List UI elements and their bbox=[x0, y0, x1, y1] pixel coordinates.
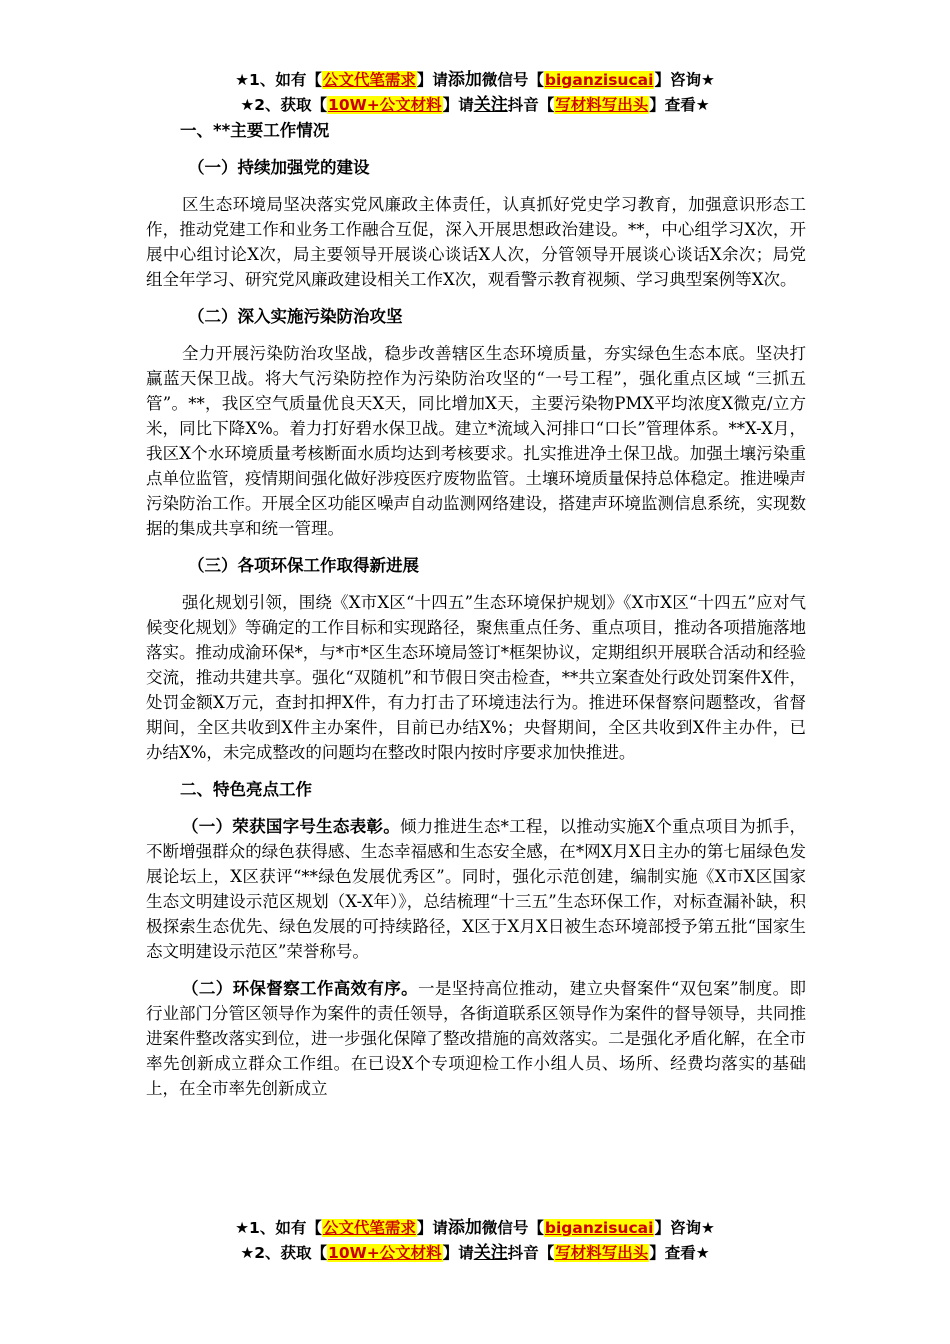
banner-text: 】查看★ bbox=[649, 1244, 710, 1262]
highlight-service: 公文代笔需求 bbox=[322, 71, 416, 89]
highlight-wechat-id: biganzisucai bbox=[544, 71, 654, 89]
banner-text: 抖音【 bbox=[507, 1244, 555, 1262]
banner-text: 抖音【 bbox=[507, 96, 555, 114]
banner-line-2 bbox=[0, 93, 950, 118]
paragraph-inspection bbox=[146, 976, 806, 1101]
highlight-douyin-id: 写材料写出头 bbox=[555, 1244, 649, 1262]
banner-text: 】请 bbox=[416, 71, 448, 89]
banner-text: 】请 bbox=[442, 1244, 474, 1262]
banner-text: 】咨询★ bbox=[654, 71, 715, 89]
banner-text: 添加 bbox=[447, 1218, 482, 1238]
header-banner bbox=[0, 68, 950, 118]
banner-text: 】咨询★ bbox=[654, 1219, 715, 1237]
heading-party-building: （一）持续加强党的建设 bbox=[188, 158, 370, 177]
footer-banner bbox=[0, 1216, 950, 1266]
highlight-douyin-id: 写材料写出头 bbox=[555, 96, 649, 114]
banner-text: ★1、如有【 bbox=[235, 1219, 322, 1237]
banner-text: ★2、获取【 bbox=[240, 1244, 328, 1262]
banner-text: 微信号【 bbox=[481, 1219, 544, 1237]
banner-text: ★2、获取【 bbox=[240, 96, 328, 114]
paragraph-pollution-control: 全力开展污染防治攻坚战，稳步改善辖区生态环境质量，夯实绿色生态本底。坚决打赢蓝天保卫战。将大气污染防控作为污染防治攻坚的“一号工程”，强化重点区域 “三抓五管”。**，我区空气质量优良天X天，同比增加X天，主要污染物PMX平均浓度X微克/立方米，同比下降X%。着力打好碧水保卫战。建立*流域入河排口“口长”管理体系。**X-X月，我区X个水环境质量考核断面水质均达到考核要求。扎实推进净土保卫战。加强土壤污染重点单位监管，疫情期间强化做好涉疫医疗废物监管。土壤环境质量保持总体稳定。推进噪声污染防治工作。开展全区功能区噪声自动监测网络建设，搭建声环境监测信息系统，实现数据的集成共享和统一管理。 bbox=[146, 344, 807, 538]
banner-line-2 bbox=[0, 1241, 950, 1266]
text-national-award: 倾力推进生态*工程，以推动实施X个重点项目为抓手，不断增强群众的绿色获得感、生态幸福感和生态安全感，在*网X月X日主办的第七届绿色发展论坛上，X区获评“**绿色发展优秀区”。同时，强化示范创建，编制实施《X市X区国家生态文明建设示范区规划（X-X年）》，总结梳理“十三五”生态环保工作，对标查漏补缺，积极探索生态优先、绿色发展的可持续路径，X区于X月X日被生态环境部授予第五批“国家生态文明建设示范区”荣誉称号。 bbox=[146, 817, 806, 961]
highlight-service: 公文代笔需求 bbox=[322, 1219, 416, 1237]
highlight-wechat-id: biganzisucai bbox=[544, 1219, 654, 1237]
text-inspection: 一是坚持高位推动，建立央督案件“双包案”制度。即行业部门分管区领导作为案件的责任领导，各街道联系区领导作为案件的督导领导，共同推进案件整改落实到位，进一步强化保障了整改措施的高效落实。二是强化矛盾化解，在全市率先创新成立群众工作组。在已设X个专项迎检工作小组人员、场所、经费均落实的基础上，在全市率先创新成立 bbox=[146, 979, 806, 1098]
highlight-materials: 10W+公文材料 bbox=[328, 96, 442, 114]
banner-text: 添加 bbox=[447, 70, 482, 90]
banner-text: 关注 bbox=[473, 1243, 508, 1263]
banner-text: 】请 bbox=[442, 96, 474, 114]
banner-line-1 bbox=[0, 68, 950, 93]
lead-inspection: （二）环保督察工作高效有序。 bbox=[182, 979, 418, 998]
document-body bbox=[146, 118, 806, 1113]
highlight-materials: 10W+公文材料 bbox=[328, 1244, 442, 1262]
banner-text: 】查看★ bbox=[649, 96, 710, 114]
heading-main-work: 一、**主要工作情况 bbox=[180, 121, 330, 140]
paragraph-national-award bbox=[146, 814, 806, 964]
lead-national-award: （一）荣获国字号生态表彰。 bbox=[182, 817, 401, 836]
banner-text: 关注 bbox=[473, 95, 508, 115]
banner-text: 】请 bbox=[416, 1219, 448, 1237]
heading-pollution-control: （二）深入实施污染防治攻坚 bbox=[188, 307, 403, 326]
paragraph-party-building: 区生态环境局坚决落实党风廉政主体责任，认真抓好党史学习教育，加强意识形态工作，推动党建工作和业务工作融合互促，深入开展思想政治建设。**，中心组学习X次，开展中心组讨论X次，局主要领导开展谈心谈话X人次，分管领导开展谈心谈话X余次；局党组全年学习、研究党风廉政建设相关工作X次，观看警示教育视频、学习典型案例等X次。 bbox=[146, 195, 806, 289]
heading-highlights: 二、特色亮点工作 bbox=[180, 780, 312, 799]
paragraph-env-progress: 强化规划引领，围绕《X市X区“十四五”生态环境保护规划》《X市X区“十四五”应对气候变化规划》等确定的工作目标和实现路径，聚焦重点任务、重点项目，推动各项措施落地落实。推动成渝环保*，与*市*区生态环境局签订*框架协议，定期组织开展联合活动和经验交流，推动共建共享。强化“双随机”和节假日突击检查，**共立案查处行政处罚案件X件，处罚金额X万元，查封扣押X件，有力打击了环境违法行为。推进环保督察问题整改，省督期间，全区共收到X件主办案件，目前已办结X%；央督期间，全区共收到X件主办件，已办结X%，未完成整改的问题均在整改时限内按时序要求加快推进。 bbox=[146, 593, 806, 762]
heading-env-progress: （三）各项环保工作取得新进展 bbox=[188, 556, 419, 575]
banner-line-1 bbox=[0, 1216, 950, 1241]
banner-text: ★1、如有【 bbox=[235, 71, 322, 89]
banner-text: 微信号【 bbox=[481, 71, 544, 89]
